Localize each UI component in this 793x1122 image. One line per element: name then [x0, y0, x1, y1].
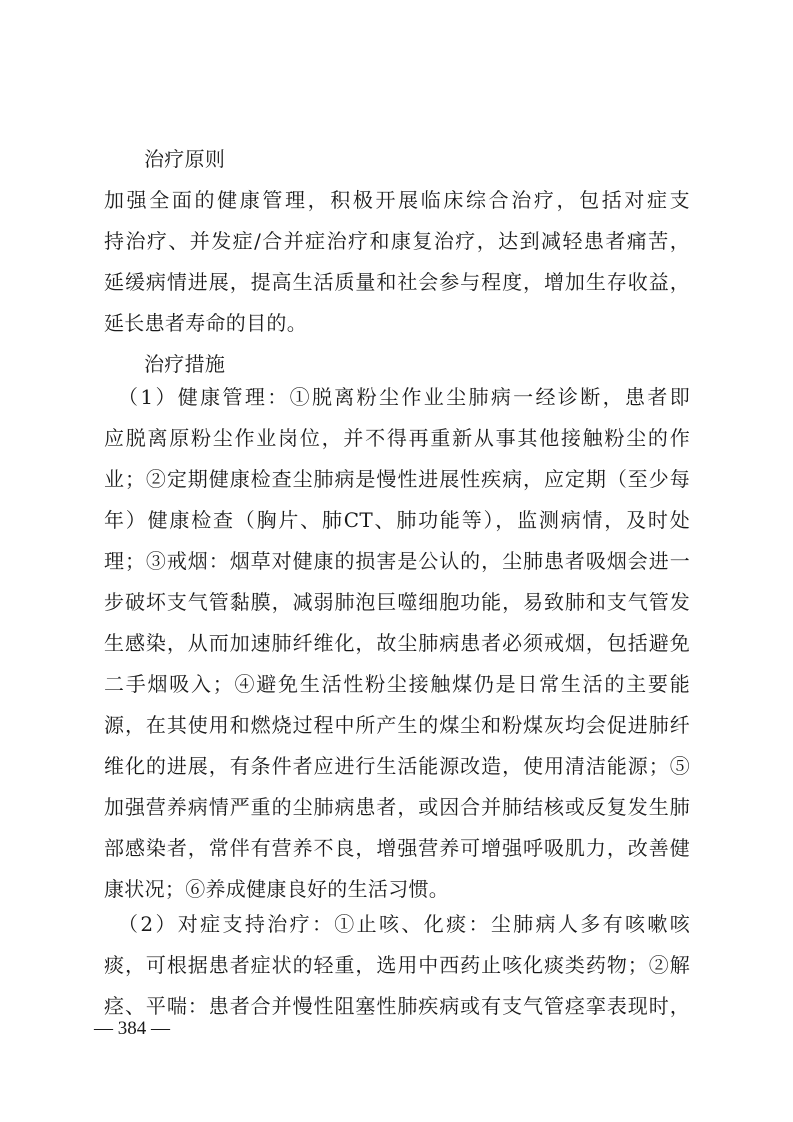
paragraph-line: 应脱离原粉尘作业岗位，并不得再重新从事其他接触粉尘的作 — [104, 426, 690, 450]
paragraph-line: 步破坏支气管黏膜，减弱肺泡巨噬细胞功能，易致肺和支气管发 — [104, 590, 690, 614]
paragraph-line: 理；③戒烟：烟草对健康的损害是公认的，尘肺患者吸烟会进一 — [104, 549, 690, 573]
paragraph-line: 二手烟吸入；④避免生活性粉尘接触煤仍是日常生活的主要能 — [104, 672, 690, 696]
paragraph-line: 加强营养病情严重的尘肺病患者，或因合并肺结核或反复发生肺 — [104, 795, 690, 819]
paragraph-line: 痰，可根据患者症状的轻重，选用中西药止咳化痰类药物；②解 — [104, 953, 690, 977]
paragraph-line: 加强全面的健康管理，积极开展临床综合治疗，包括对症支 — [104, 188, 690, 212]
paragraph-line: （2）对症支持治疗：①止咳、化痰：尘肺病人多有咳嗽咳 — [118, 912, 690, 936]
paragraph-line: 部感染者，常伴有营养不良，增强营养可增强呼吸肌力，改善健 — [104, 836, 690, 860]
paragraph-line: 康状况；⑥养成健康良好的生活习惯。 — [104, 877, 450, 901]
paragraph-line: 痉、平喘：患者合并慢性阻塞性肺疾病或有支气管痉挛表现时， — [104, 994, 690, 1018]
section-heading-treatment-principle: 治疗原则 — [144, 147, 226, 171]
paragraph-line: 业；②定期健康检查尘肺病是慢性进展性疾病，应定期（至少每 — [104, 467, 690, 491]
paragraph-line: 年）健康检查（胸片、肺CT、肺功能等），监测病情，及时处 — [104, 508, 690, 532]
paragraph-line: 延长患者寿命的目的。 — [104, 311, 307, 335]
section-heading-treatment-measures: 治疗措施 — [144, 352, 226, 376]
paragraph-line: （1）健康管理：①脱离粉尘作业尘肺病一经诊断，患者即 — [118, 385, 690, 409]
paragraph-line: 延缓病情进展，提高生活质量和社会参与程度，增加生存收益， — [104, 270, 690, 294]
paragraph-line: 持治疗、并发症/合并症治疗和康复治疗，达到减轻患者痛苦， — [104, 229, 690, 253]
paragraph-line: 生感染，从而加速肺纤维化，故尘肺病患者必须戒烟，包括避免 — [104, 631, 690, 655]
page-number: — 384 — — [94, 1018, 170, 1039]
paragraph-line: 维化的进展，有条件者应进行生活能源改造，使用清洁能源；⑤ — [104, 754, 690, 778]
paragraph-line: 源，在其使用和燃烧过程中所产生的煤尘和粉煤灰均会促进肺纤 — [104, 713, 690, 737]
